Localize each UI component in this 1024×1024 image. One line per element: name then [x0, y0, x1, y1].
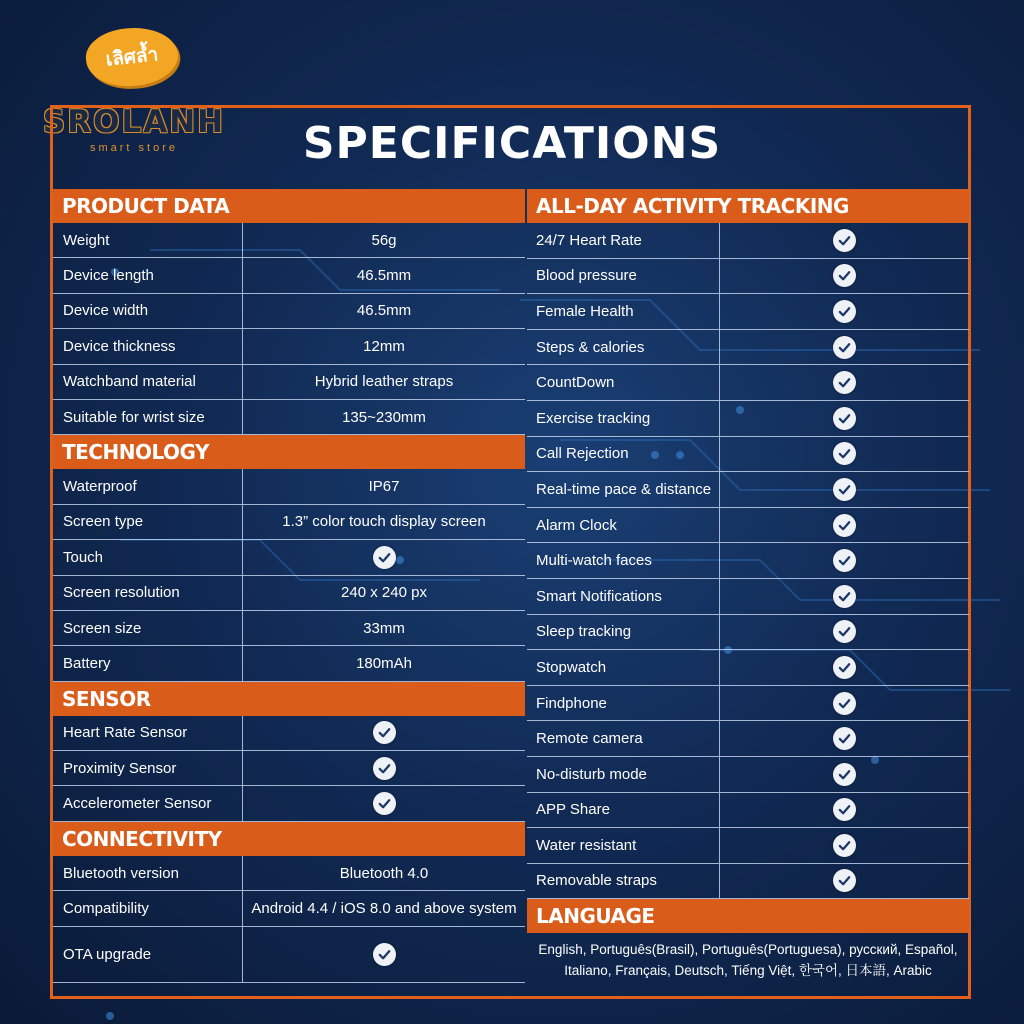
- check-circle-icon: [373, 757, 396, 780]
- spec-label: Device length: [53, 258, 243, 292]
- table-row: [527, 437, 969, 473]
- left-column: [53, 189, 525, 983]
- language-line-2: Italiano, Français, Deutsch, Tiếng Việt, 한국어, 日本語, Arabic: [564, 963, 932, 979]
- check-circle-icon: [833, 336, 856, 359]
- spec-check-cell: [243, 751, 525, 785]
- language-list: [527, 933, 969, 987]
- spec-check-cell: [720, 579, 969, 614]
- check-circle-icon: [833, 300, 856, 323]
- logo-name: SROLANH: [42, 104, 226, 140]
- spec-check-cell: [720, 864, 969, 899]
- spec-label: 24/7 Heart Rate: [527, 223, 720, 258]
- spec-check-cell: [720, 757, 969, 792]
- check-circle-icon: [373, 943, 396, 966]
- table-row: [53, 891, 525, 926]
- check-circle-icon: [833, 834, 856, 857]
- logo-badge: เลิศล้ำ: [83, 23, 181, 90]
- table-row: [527, 615, 969, 651]
- logo-tagline: smart store: [89, 142, 178, 154]
- spec-label: Multi-watch faces: [527, 543, 720, 578]
- spec-check-cell: [720, 437, 969, 472]
- spec-label: Blood pressure: [527, 259, 720, 294]
- spec-value: 12mm: [363, 337, 405, 355]
- spec-label: Removable straps: [527, 864, 720, 899]
- spec-check-cell: [720, 686, 969, 721]
- spec-label: Heart Rate Sensor: [53, 716, 243, 750]
- table-row: [527, 686, 969, 722]
- spec-value: Android 4.4 / iOS 8.0 and above system: [251, 899, 517, 917]
- spec-label: Bluetooth version: [53, 856, 243, 890]
- check-circle-icon: [833, 798, 856, 821]
- table-row: [53, 856, 525, 891]
- connectivity-table: [53, 856, 525, 983]
- table-row: [527, 365, 969, 401]
- table-row: [527, 330, 969, 366]
- spec-label: Screen type: [53, 505, 243, 539]
- spec-value: 33mm: [363, 619, 405, 637]
- spec-check-cell: [720, 543, 969, 578]
- spec-value: Bluetooth 4.0: [339, 864, 429, 882]
- spec-check-cell: [720, 294, 969, 329]
- section-heading-connectivity: CONNECTIVITY: [53, 822, 525, 856]
- check-circle-icon: [833, 229, 856, 252]
- spec-label: Watchband material: [53, 365, 243, 399]
- page-title: SPECIFICATIONS: [302, 118, 722, 169]
- table-row: [53, 751, 525, 786]
- table-row: [53, 258, 525, 293]
- spec-label: Touch: [53, 540, 243, 574]
- spec-check-cell: [243, 786, 525, 820]
- table-row: [53, 365, 525, 400]
- spec-value: Hybrid leather straps: [314, 373, 454, 391]
- spec-label: Water resistant: [527, 828, 720, 863]
- table-row: [53, 400, 525, 435]
- spec-label: Stopwatch: [527, 650, 720, 685]
- spec-label: Weight: [53, 223, 243, 257]
- spec-check-cell: [720, 330, 969, 365]
- table-row: [53, 576, 525, 611]
- spec-check-cell: [720, 259, 969, 294]
- table-row: [53, 294, 525, 329]
- table-row: [53, 505, 525, 540]
- section-heading-sensor: SENSOR: [53, 682, 525, 716]
- table-row: [527, 508, 969, 544]
- spec-label: Steps & calories: [527, 330, 720, 365]
- check-circle-icon: [833, 478, 856, 501]
- table-row: [527, 401, 969, 437]
- spec-label: APP Share: [527, 793, 720, 828]
- check-circle-icon: [833, 620, 856, 643]
- check-circle-icon: [833, 264, 856, 287]
- table-row: [527, 650, 969, 686]
- check-circle-icon: [833, 763, 856, 786]
- spec-check-cell: [720, 365, 969, 400]
- spec-check-cell: [720, 793, 969, 828]
- table-row: [527, 793, 969, 829]
- spec-label: Device thickness: [53, 329, 243, 363]
- check-circle-icon: [373, 721, 396, 744]
- table-row: [527, 223, 969, 259]
- spec-label: Battery: [53, 646, 243, 680]
- section-heading-product-data: PRODUCT DATA: [53, 189, 525, 223]
- table-row: [527, 259, 969, 295]
- spec-check-cell: [720, 472, 969, 507]
- check-circle-icon: [833, 692, 856, 715]
- table-row: [53, 716, 525, 751]
- spec-value: 46.5mm: [356, 302, 412, 320]
- table-row: [527, 472, 969, 508]
- check-circle-icon: [833, 869, 856, 892]
- spec-value: IP67: [368, 478, 400, 496]
- spec-value: 180mAh: [356, 654, 412, 672]
- table-row: [527, 828, 969, 864]
- spec-label: Waterproof: [53, 469, 243, 503]
- check-circle-icon: [833, 549, 856, 572]
- check-circle-icon: [833, 585, 856, 608]
- table-row: [53, 329, 525, 364]
- check-circle-icon: [833, 514, 856, 537]
- spec-label: Screen size: [53, 611, 243, 645]
- language-line-1: English, Português(Brasil), Português(Portuguesa), русский, Español,: [538, 942, 958, 958]
- spec-value: 56g: [371, 231, 397, 249]
- spec-check-cell: [720, 721, 969, 756]
- check-circle-icon: [833, 442, 856, 465]
- check-circle-icon: [833, 371, 856, 394]
- table-row: [53, 469, 525, 504]
- table-row: [53, 223, 525, 258]
- spec-check-cell: [243, 927, 525, 982]
- spec-label: Call Rejection: [527, 437, 720, 472]
- section-heading-activity-tracking: ALL-DAY ACTIVITY TRACKING: [527, 189, 969, 223]
- spec-label: Sleep tracking: [527, 615, 720, 650]
- spec-check-cell: [720, 615, 969, 650]
- check-circle-icon: [833, 656, 856, 679]
- spec-label: No-disturb mode: [527, 757, 720, 792]
- table-row: [53, 611, 525, 646]
- spec-label: Smart Notifications: [527, 579, 720, 614]
- table-row: [527, 721, 969, 757]
- section-heading-technology: TECHNOLOGY: [53, 435, 525, 469]
- spec-check-cell: [243, 540, 525, 574]
- spec-label: Remote camera: [527, 721, 720, 756]
- spec-check-cell: [720, 508, 969, 543]
- table-row: [527, 294, 969, 330]
- table-row: [527, 757, 969, 793]
- check-circle-icon: [833, 727, 856, 750]
- table-row: [53, 927, 525, 983]
- spec-label: Screen resolution: [53, 576, 243, 610]
- right-column: [527, 189, 969, 987]
- spec-label: Findphone: [527, 686, 720, 721]
- section-heading-language: LANGUAGE: [527, 899, 969, 933]
- table-row: [527, 864, 969, 900]
- table-row: [527, 579, 969, 615]
- spec-label: Proximity Sensor: [53, 751, 243, 785]
- spec-label: OTA upgrade: [53, 927, 243, 982]
- spec-label: CountDown: [527, 365, 720, 400]
- spec-value: 240 x 240 px: [341, 584, 427, 602]
- check-circle-icon: [833, 407, 856, 430]
- table-row: [53, 540, 525, 575]
- check-circle-icon: [373, 546, 396, 569]
- spec-label: Female Health: [527, 294, 720, 329]
- technology-table: [53, 469, 525, 681]
- spec-check-cell: [243, 716, 525, 750]
- spec-label: Suitable for wrist size: [53, 400, 243, 434]
- spec-check-cell: [720, 828, 969, 863]
- sensor-table: [53, 716, 525, 822]
- spec-check-cell: [720, 650, 969, 685]
- spec-label: Device width: [53, 294, 243, 328]
- activity-tracking-table: [527, 223, 969, 899]
- table-row: [53, 786, 525, 821]
- spec-label: Compatibility: [53, 891, 243, 925]
- product-data-table: [53, 223, 525, 435]
- spec-value: 135~230mm: [342, 408, 426, 426]
- table-row: [53, 646, 525, 681]
- spec-label: Exercise tracking: [527, 401, 720, 436]
- spec-check-cell: [720, 401, 969, 436]
- spec-label: Alarm Clock: [527, 508, 720, 543]
- check-circle-icon: [373, 792, 396, 815]
- spec-value: 46.5mm: [356, 267, 412, 285]
- spec-label: Real-time pace & distance: [527, 472, 720, 507]
- spec-check-cell: [720, 223, 969, 258]
- spec-value: 1.3” color touch display screen: [282, 513, 486, 531]
- table-row: [527, 543, 969, 579]
- spec-label: Accelerometer Sensor: [53, 786, 243, 820]
